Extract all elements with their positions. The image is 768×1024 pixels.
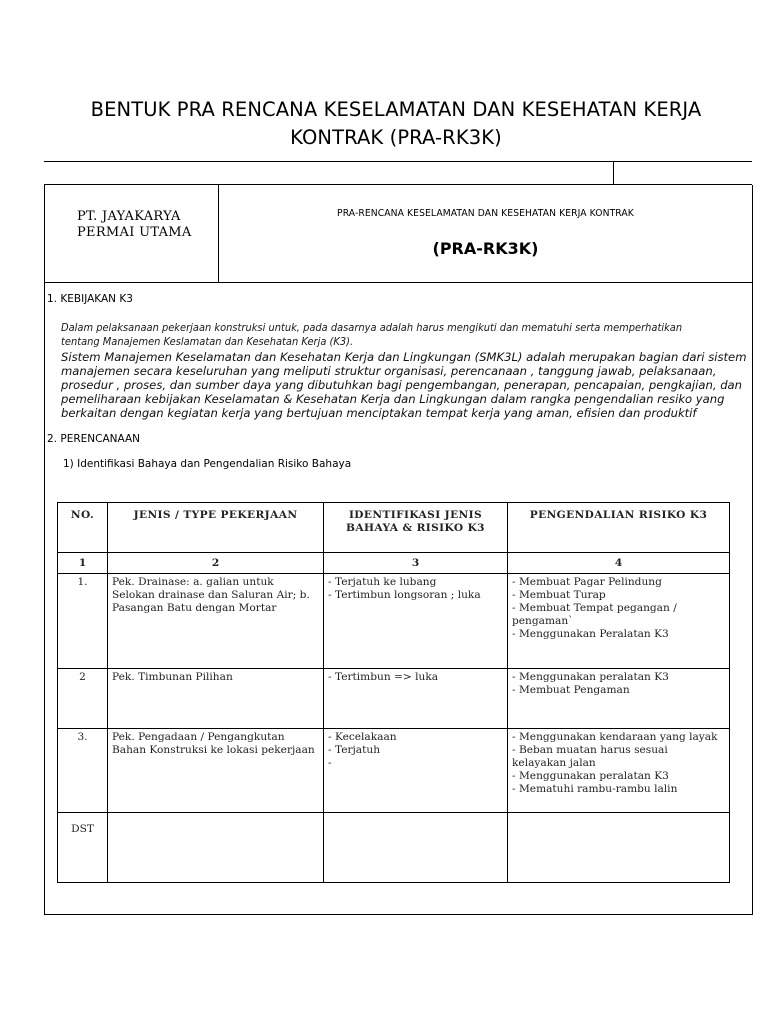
pengendalian-item: - Menggunakan kendaraan yang layak bbox=[512, 731, 718, 743]
row-pengendalian bbox=[508, 574, 730, 669]
row-no: 3. bbox=[58, 729, 108, 813]
pengendalian-item: - Mematuhi rambu-rambu lalin bbox=[512, 783, 678, 795]
pengendalian-item: - Membuat Pagar Pelindung bbox=[512, 576, 662, 588]
form-frame bbox=[44, 185, 753, 915]
pengendalian-item: - Menggunakan peralatan K3 bbox=[512, 671, 669, 683]
pengendalian-item: - Menggunakan Peralatan K3 bbox=[512, 628, 669, 640]
kebijakan-paragraph-2: Sistem Manajemen Keselamatan dan Kesehatan Kerja dan Lingkungan (SMK3L) adalah merupakan bagian dari sistem manajemen secara keseluruhan yang meliputi struktur organisasi, perencanaan , tanggung jawab, pelaksanaan, prosedur , proses, dan sumber daya yang dibutuhkan bagi pengembangan, penerapan, pencapaian, pengkajian, dan pemeliharaan kebijakan Keselamatan & Kesehatan Kerja dan Lingkungan dalam rangka pengendalian resiko yang berkaitan dengan kegiatan kerja yang bertujuan menciptakan tempat kerja yang aman, efisien dan produktif bbox=[61, 350, 747, 420]
row-no: 2 bbox=[58, 669, 108, 729]
pengendalian-item: - Membuat Pengaman bbox=[512, 684, 630, 696]
company-cell bbox=[45, 185, 219, 282]
section-number: 2. bbox=[47, 433, 58, 445]
row-bahaya bbox=[324, 574, 508, 669]
header-no: NO. bbox=[58, 503, 108, 553]
hazard-control-table bbox=[57, 502, 730, 883]
column-number: 4 bbox=[508, 553, 730, 574]
table-header-row bbox=[58, 503, 730, 553]
pengendalian-item: - Membuat Tempat pegangan / pengaman` bbox=[512, 602, 677, 627]
row-jenis bbox=[108, 813, 324, 883]
row-no: DST bbox=[58, 813, 108, 883]
bahaya-item: - Terjatuh bbox=[328, 744, 381, 756]
company-name-line1: PT. JAYAKARYA bbox=[77, 209, 181, 224]
section-number: 1. bbox=[47, 293, 58, 305]
row-bahaya bbox=[324, 669, 508, 729]
column-number-row bbox=[58, 553, 730, 574]
column-number: 1 bbox=[58, 553, 108, 574]
bahaya-item: - bbox=[328, 757, 332, 769]
company-name-line2: PERMAI UTAMA bbox=[77, 225, 192, 240]
document-title-line2: KONTRAK (PRA-RK3K) bbox=[290, 126, 502, 149]
pengendalian-item: - Membuat Turap bbox=[512, 589, 606, 601]
section-kebijakan-heading bbox=[47, 293, 133, 305]
top-bar-divider bbox=[613, 162, 614, 185]
bahaya-item: - Terjatuh ke lubang bbox=[328, 576, 437, 588]
row-jenis: Pek. Pengadaan / Pengangkutan Bahan Konstruksi ke lokasi pekerjaan bbox=[108, 729, 324, 813]
form-subtitle: PRA-RENCANA KESELAMATAN DAN KESEHATAN KERJA KONTRAK bbox=[337, 208, 634, 219]
row-pengendalian bbox=[508, 813, 730, 883]
table-row bbox=[58, 729, 730, 813]
document-title bbox=[40, 96, 752, 152]
row-pengendalian bbox=[508, 729, 730, 813]
header-identifikasi bbox=[324, 503, 508, 553]
bahaya-item: - Kecelakaan bbox=[328, 731, 397, 743]
subsection-heading: 1) Identifikasi Bahaya dan Pengendalian Risiko Bahaya bbox=[63, 458, 352, 470]
document-title-line1: BENTUK PRA RENCANA KESELAMATAN DAN KESEHATAN KERJA bbox=[90, 98, 702, 121]
kebijakan-paragraph-1: Dalam pelaksanaan pekerjaan konstruksi untuk, pada dasarnya adalah harus mengikuti dan mematuhi serta memperhatikan tentang Manajemen Keslamatan dan Kesehatan Kerja (K3). bbox=[61, 322, 683, 348]
company-name bbox=[77, 209, 192, 241]
bahaya-item: - Tertimbun longsoran ; luka bbox=[328, 589, 481, 601]
section-title: PERENCANAAN bbox=[60, 433, 141, 445]
header-pengendalian: PENGENDALIAN RISIKO K3 bbox=[508, 503, 730, 553]
table-row bbox=[58, 813, 730, 883]
column-number: 2 bbox=[108, 553, 324, 574]
row-pengendalian bbox=[508, 669, 730, 729]
form-code: (PRA-RK3K) bbox=[432, 239, 539, 258]
pengendalian-item: - Beban muatan harus sesuai kelayakan jalan bbox=[512, 744, 668, 769]
row-jenis: Pek. Timbunan Pilihan bbox=[108, 669, 324, 729]
pengendalian-item: - Menggunakan peralatan K3 bbox=[512, 770, 669, 782]
header-jenis: JENIS / TYPE PEKERJAAN bbox=[108, 503, 324, 553]
row-jenis: Pek. Drainase: a. galian untuk Selokan drainase dan Saluran Air; b. Pasangan Batu dengan Mortar bbox=[108, 574, 324, 669]
table-row bbox=[58, 574, 730, 669]
row-bahaya bbox=[324, 813, 508, 883]
bahaya-item: - Tertimbun => luka bbox=[328, 671, 439, 683]
header-identifikasi-line1: IDENTIFIKASI JENIS bbox=[348, 509, 483, 521]
table-row bbox=[58, 669, 730, 729]
column-number: 3 bbox=[324, 553, 508, 574]
section-perencanaan-heading bbox=[47, 433, 140, 445]
section-title: KEBIJAKAN K3 bbox=[60, 293, 133, 305]
top-header-bar bbox=[44, 161, 752, 185]
row-no: 1. bbox=[58, 574, 108, 669]
header-identifikasi-line2: BAHAYA & RISIKO K3 bbox=[346, 522, 485, 534]
row-bahaya bbox=[324, 729, 508, 813]
form-header-row bbox=[45, 185, 752, 283]
